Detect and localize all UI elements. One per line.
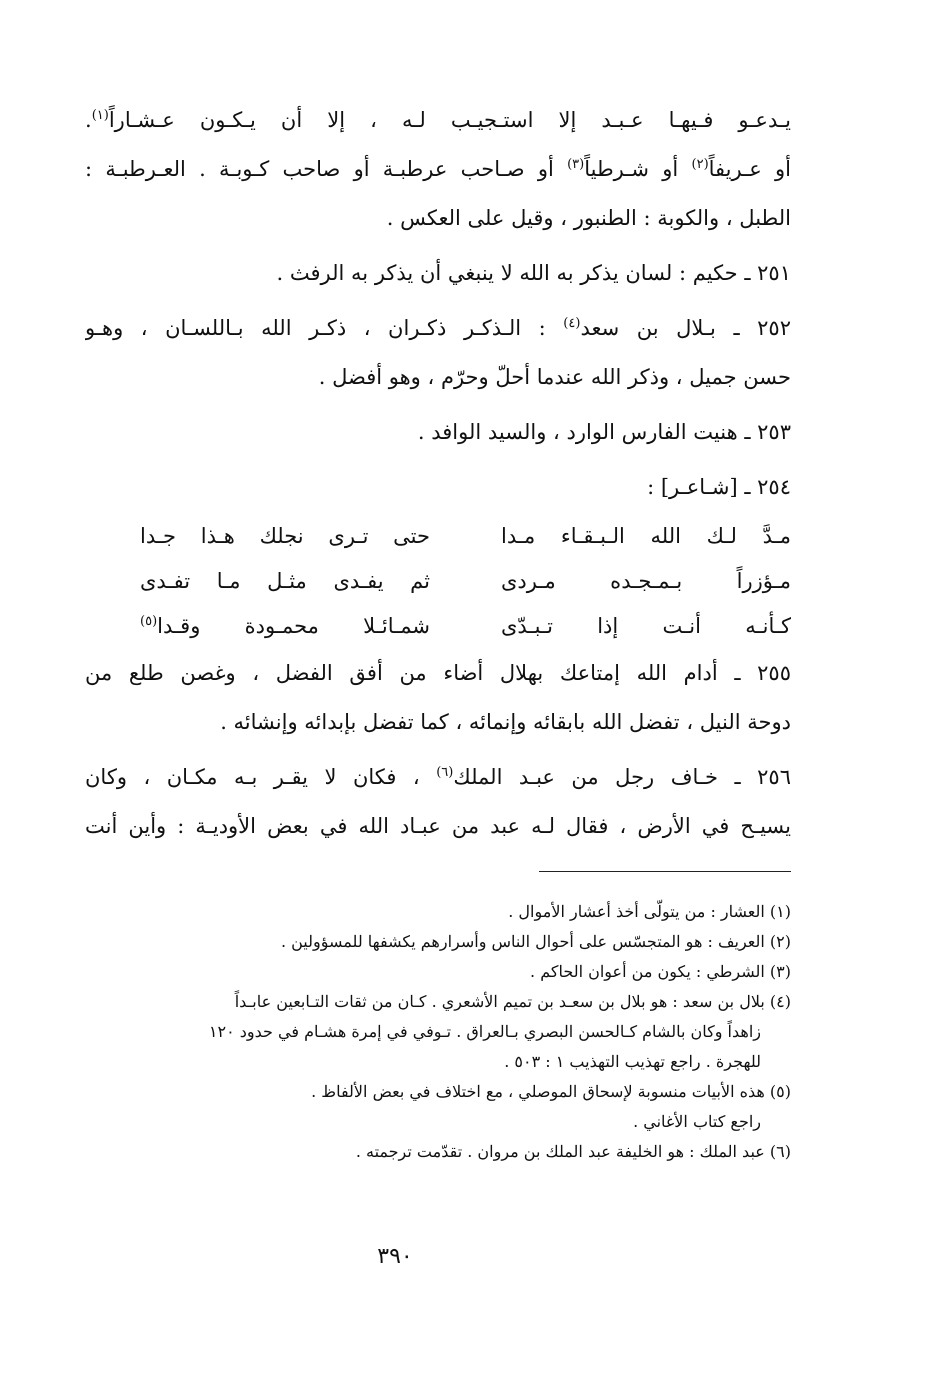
saying-253: ٢٥٣ ـ هنيت الفارس الوارد ، والسيد الوافد .	[417, 420, 791, 444]
paragraph-line: الطبل ، والكوبة : الطنبور ، وقيل على العكس .	[386, 206, 791, 230]
paragraph-line	[85, 753, 791, 802]
text-run: .	[85, 108, 92, 132]
text-run: : الـذكـر ذكـران ، ذكـر الله بـاللسـان ، وهـو	[85, 316, 564, 340]
verse-line	[85, 514, 791, 559]
poem	[85, 514, 791, 649]
footnote-marker: (٢)	[691, 157, 709, 172]
footnote-marker: (٣)	[567, 157, 585, 172]
footnote-separator	[539, 871, 791, 872]
footnote-marker: (٤)	[563, 316, 581, 331]
paragraph-line	[85, 145, 791, 194]
saying-254-heading: ٢٥٤ ـ [شـاعـر] :	[647, 475, 791, 499]
footnote: (٦) عبد الملك : هو الخليفة عبد الملك بن مروان . تقدّمت ترجمته .	[355, 1142, 791, 1161]
main-text	[85, 96, 791, 851]
footnote: (٣) الشرطي : يكون من أعوان الحاكم .	[530, 962, 791, 981]
paragraph-line	[85, 96, 791, 145]
verse-second-hemistich	[140, 514, 430, 559]
footnote: (١) العشار : من يتولّى أخذ أعشار الأموال .	[508, 902, 791, 921]
text-run: ٢٥٢ ـ بـلال بن سعد	[580, 316, 791, 340]
verse-first-hemistich: مـدَّ لـك الله الـبـقـاء مـدا	[501, 524, 791, 548]
text-run: ثم يفـدى مثـل مـا تفـدى	[140, 569, 430, 593]
verse-first-hemistich: كـأنـه أنـت إذا تـبـدّى	[501, 614, 791, 638]
saying-251: ٢٥١ ـ حكيم : لسان يذكر به الله لا ينبغي أن يذكر به الرفث .	[276, 261, 791, 285]
footnote-marker: (٦)	[436, 765, 454, 780]
footnote-marker: (٥)	[140, 614, 158, 629]
page-number: ٣٩٠	[377, 1244, 413, 1269]
paragraph-line: يسيـح في الأرض ، فقال لـه عبد من عبـاد الله في بعض الأوديـة : وأين أنت	[85, 814, 791, 838]
footnote-continuation: للهجرة . راجع تهذيب التهذيب ١ : ٥٠٣ .	[504, 1052, 761, 1071]
footnote-continuation: زاهداً وكان بالشام كـالحسن البصري بـالعراق . تـوفي في إمرة هشـام في حدود ١٢٠	[208, 1022, 761, 1041]
paragraph-line: دوحة النيل ، تفضل الله بابقائه وإنمائه ، كما تفضل بإبدائه وإنشائه .	[220, 710, 791, 734]
paragraph-line	[85, 304, 791, 353]
verse-second-hemistich	[140, 604, 430, 649]
footnote-continuation: راجع كتاب الأغاني .	[633, 1112, 761, 1131]
footnote: (٢) العريف : هو المتجسّس على أحوال الناس وأسرارهم يكشفها للمسؤولين .	[280, 932, 791, 951]
text-run: ، فكان لا يقـر بـه مكـان ، وكان	[85, 765, 437, 789]
footnote: (٥) هذه الأبيات منسوبة لإسحاق الموصلي ، مع اختلاف في بعض الألفاظ .	[311, 1082, 791, 1101]
text-run: ٢٥٦ ـ خـاف رجل من عبـد الملك	[453, 765, 791, 789]
verse-second-hemistich	[140, 559, 430, 604]
verse-line	[85, 604, 791, 649]
footnote-marker: (١)	[91, 108, 109, 123]
text-run: شمـائـلا محمـودة وقـدا	[157, 614, 430, 638]
text-run: أو صـاحب عرطبـة أو صاحب كـوبـة . العـرطبـة :	[85, 157, 568, 181]
text-run: حتى تـرى نجلك هـذا جـدا	[140, 524, 430, 548]
text-run: يـدعـو فـيهـا عـبـد إلا استـجيـب لـه ، إلا أن يـكـون عـشـاراً	[108, 108, 791, 132]
paragraph-line: حسن جميل ، وذكر الله عندما أحلّ وحرّم ، وهو أفضل .	[318, 365, 791, 389]
text-run: أو شـرطياً	[584, 157, 692, 181]
paragraph-line: ٢٥٥ ـ أدام الله إمتاعك بهلال أضاء من أفق الفضل ، وغصن طلع من	[85, 661, 791, 685]
footnotes	[85, 897, 791, 1167]
footnote: (٤) بلال بن سعد : هو بلال بن سعـد بن تميم الأشعري . كـان من ثقات التـابعين عابـداً	[234, 992, 791, 1011]
verse-first-hemistich: مـؤزراً بـمـجـده مـردى	[501, 569, 791, 593]
verse-line	[85, 559, 791, 604]
text-run: أو عـريفاً	[708, 157, 791, 181]
